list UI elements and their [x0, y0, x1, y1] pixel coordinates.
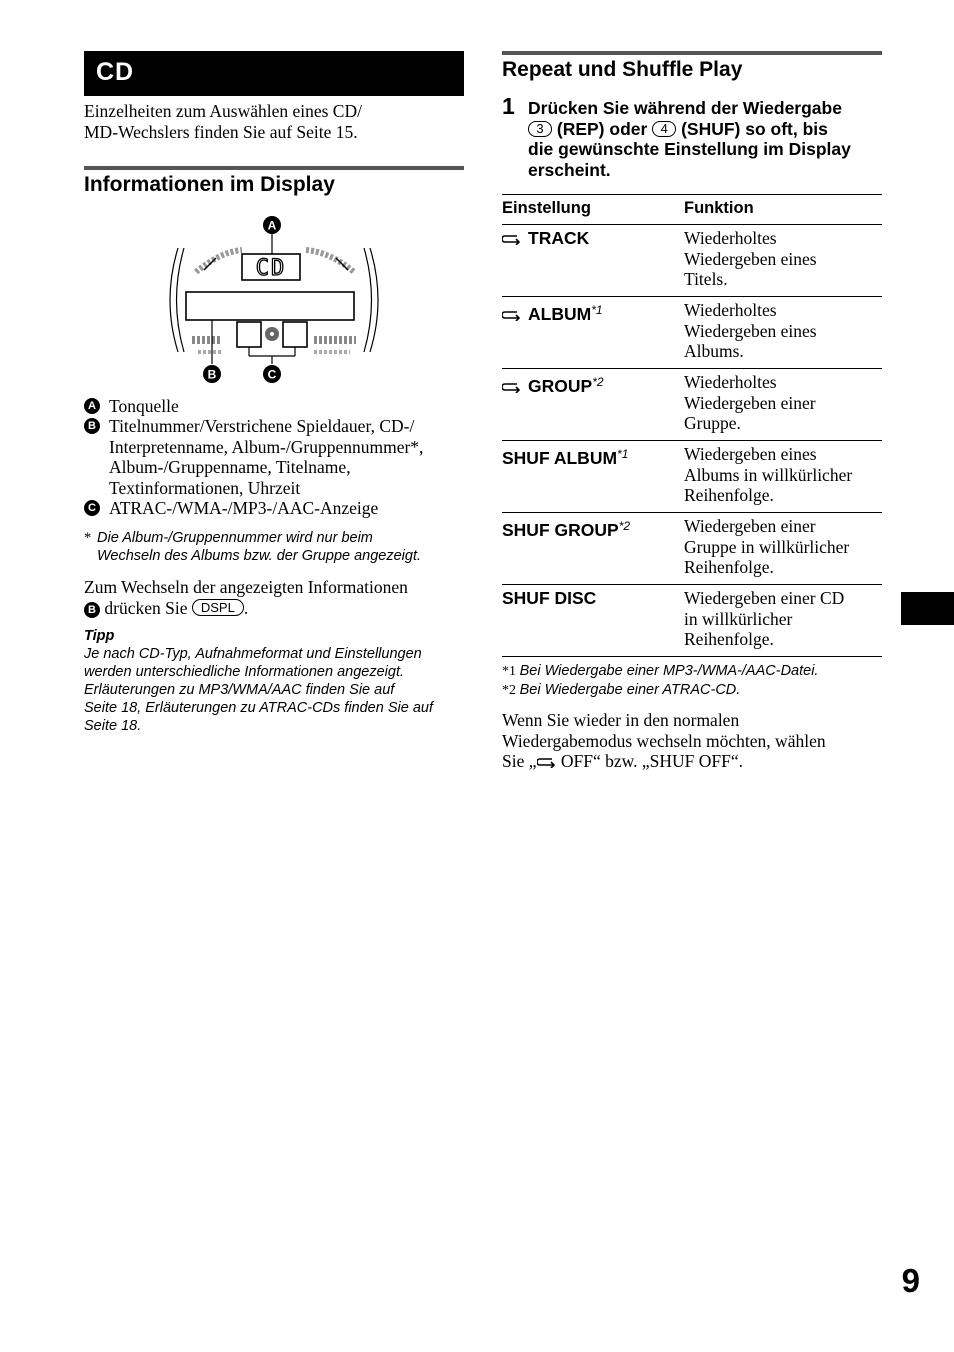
- footnote-mark: *1: [502, 664, 516, 679]
- setting-label: SHUF DISC: [502, 588, 597, 608]
- legend-text: Textinformationen, Uhrzeit: [109, 477, 301, 498]
- callout-a-label: A: [267, 218, 277, 233]
- table-row: [502, 297, 882, 369]
- section-rule: [502, 51, 882, 55]
- legend-text: ATRAC-/WMA-/MP3-/AAC-Anzeige: [109, 498, 379, 518]
- repeat-icon: [502, 381, 522, 393]
- tip-box: [84, 627, 474, 735]
- section-rule: [84, 166, 464, 170]
- closing-prefix: Sie „: [502, 751, 537, 771]
- section-banner: [84, 51, 464, 96]
- footnote-mark: *: [84, 530, 92, 546]
- section-title-repeat-shuffle: Repeat und Shuffle Play: [502, 58, 743, 81]
- function-line: Albums in willkürlicher: [684, 464, 853, 485]
- tip-line: Erläuterungen zu MP3/WMA/AAC finden Sie auf: [84, 682, 395, 698]
- intro-line: Einzelheiten zum Auswählen eines CD/: [84, 101, 362, 121]
- function-line: Wiedergeben eines: [684, 444, 817, 464]
- footnote-line: Wechseln des Albums bzw. der Gruppe angezeigt.: [97, 548, 422, 564]
- legend-marker-b: B: [84, 418, 100, 434]
- step-line: Drücken Sie während der Wiedergabe: [528, 98, 842, 118]
- closing-line: Wiedergabemodus wechseln möchten, wählen: [502, 730, 826, 751]
- tip-line: werden unterschiedliche Informationen angezeigt.: [84, 664, 405, 680]
- tip-line: Seite 18, Erläuterungen zu ATRAC-CDs finden Sie auf: [84, 700, 433, 716]
- main-display-strip: [186, 292, 354, 320]
- function-cell: [684, 441, 882, 513]
- footnote-ref: *2: [592, 375, 604, 389]
- button-3-key: 3: [528, 121, 552, 137]
- intro-line: MD-Wechslers finden Sie auf Seite 15.: [84, 121, 358, 142]
- function-line: Reihenfolge.: [684, 485, 774, 505]
- switch-info-line: Zum Wechseln der angezeigten Informationen: [84, 577, 408, 597]
- function-cell: [684, 585, 882, 657]
- inline-marker-b: B: [84, 602, 100, 618]
- function-line: Wiedergeben einer: [684, 516, 816, 536]
- tip-line: Je nach CD-Typ, Aufnahmeformat und Einstellungen: [84, 646, 422, 662]
- step-line: erscheint.: [528, 159, 611, 180]
- tip-line: Seite 18.: [84, 718, 142, 734]
- callout-b-label: B: [207, 367, 217, 382]
- setting-cell: [502, 225, 684, 297]
- footnote-line: Die Album-/Gruppennummer wird nur beim: [97, 530, 373, 546]
- function-cell: [684, 369, 882, 441]
- step-shuf-text: (SHUF) so oft, bis: [681, 118, 828, 139]
- tip-title: Tipp: [84, 628, 115, 644]
- setting-cell: [502, 297, 684, 369]
- function-line: Gruppe in willkürlicher: [684, 536, 850, 557]
- function-line: Albums.: [684, 341, 744, 361]
- chapter-edge-tab: [901, 592, 954, 625]
- footnote-mark: *2: [502, 683, 516, 698]
- step-line: die gewünschte Einstellung im Display: [528, 139, 851, 159]
- table-row: [502, 441, 882, 513]
- step-instruction: [528, 98, 888, 180]
- legend-text: Titelnummer/Verstrichene Spieldauer, CD-/: [109, 416, 415, 436]
- setting-cell: [502, 585, 684, 657]
- setting-cell: [502, 513, 684, 585]
- setting-label: ALBUM: [528, 304, 592, 324]
- dspl-button: DSPL: [192, 599, 244, 616]
- function-cell: [684, 513, 882, 585]
- table-row: [502, 369, 882, 441]
- step-number: 1: [502, 93, 515, 119]
- closing-text: [502, 710, 892, 772]
- repeat-icon: [502, 309, 522, 321]
- function-line: Reihenfolge.: [684, 629, 774, 649]
- button-4-key: 4: [652, 121, 676, 137]
- section-title-display-info: Informationen im Display: [84, 173, 335, 196]
- function-line: Wiederholtes: [684, 300, 777, 320]
- atrac-indicator-box: [237, 322, 261, 347]
- callout-c-label: C: [267, 367, 277, 382]
- function-line: in willkürlicher: [684, 608, 793, 629]
- function-line: Wiedergeben einer: [684, 392, 816, 413]
- table-row: [502, 585, 882, 657]
- closing-line: Wenn Sie wieder in den normalen: [502, 710, 740, 730]
- repeat-icon: [502, 233, 522, 245]
- table-header-row: [502, 195, 882, 225]
- footnote-ref: *1: [591, 303, 603, 317]
- footnote: [84, 529, 474, 565]
- function-line: Reihenfolge.: [684, 557, 774, 577]
- display-diagram: [160, 212, 388, 387]
- intro-text: [84, 101, 464, 142]
- format-indicator-box: [283, 322, 307, 347]
- function-line: Wiedergeben eines: [684, 248, 817, 269]
- function-line: Wiederholtes: [684, 372, 777, 392]
- table-footnotes: [502, 662, 892, 700]
- table-header-setting: Einstellung: [502, 195, 684, 225]
- function-line: Titels.: [684, 269, 728, 289]
- display-segment-text: CD: [255, 256, 287, 281]
- footnote-ref: *2: [618, 519, 631, 533]
- repeat-icon: [537, 756, 557, 768]
- table-header-function: Funktion: [684, 195, 882, 225]
- footnote-text: Bei Wiedergabe einer ATRAC-CD.: [519, 682, 741, 698]
- play-mode-table: [502, 194, 882, 657]
- legend-marker-c: C: [84, 500, 100, 516]
- closing-suffix: OFF“ bzw. „SHUF OFF“.: [556, 751, 744, 771]
- function-line: Wiedergeben eines: [684, 320, 817, 341]
- function-line: Gruppe.: [684, 413, 741, 433]
- setting-cell: [502, 441, 684, 513]
- function-cell: [684, 297, 882, 369]
- switch-info: [84, 577, 474, 618]
- setting-label: GROUP: [528, 376, 593, 396]
- setting-cell: [502, 369, 684, 441]
- footnote-ref: *1: [617, 447, 629, 461]
- section-banner-title: CD: [96, 58, 135, 86]
- legend-text: Tonquelle: [109, 396, 179, 416]
- function-line: Wiederholtes: [684, 228, 777, 248]
- switch-info-suffix: .: [243, 597, 249, 618]
- step-rep-text: (REP) oder: [556, 118, 648, 139]
- table-row: [502, 513, 882, 585]
- legend-text: Album-/Gruppenname, Titelname,: [109, 457, 351, 477]
- function-cell: [684, 225, 882, 297]
- table-row: [502, 225, 882, 297]
- footnote-text: Bei Wiedergabe einer MP3-/WMA-/AAC-Datei.: [519, 663, 819, 679]
- legend-marker-a: A: [84, 398, 100, 414]
- function-line: Wiedergeben einer CD: [684, 588, 845, 608]
- setting-label: TRACK: [528, 228, 590, 248]
- setting-label: SHUF GROUP: [502, 520, 619, 540]
- setting-label: SHUF ALBUM: [502, 448, 618, 468]
- page-number: 9: [901, 1262, 920, 1299]
- legend-text: Interpretenname, Album-/Gruppennummer*,: [109, 436, 424, 457]
- switch-info-prefix: drücken Sie: [104, 597, 188, 618]
